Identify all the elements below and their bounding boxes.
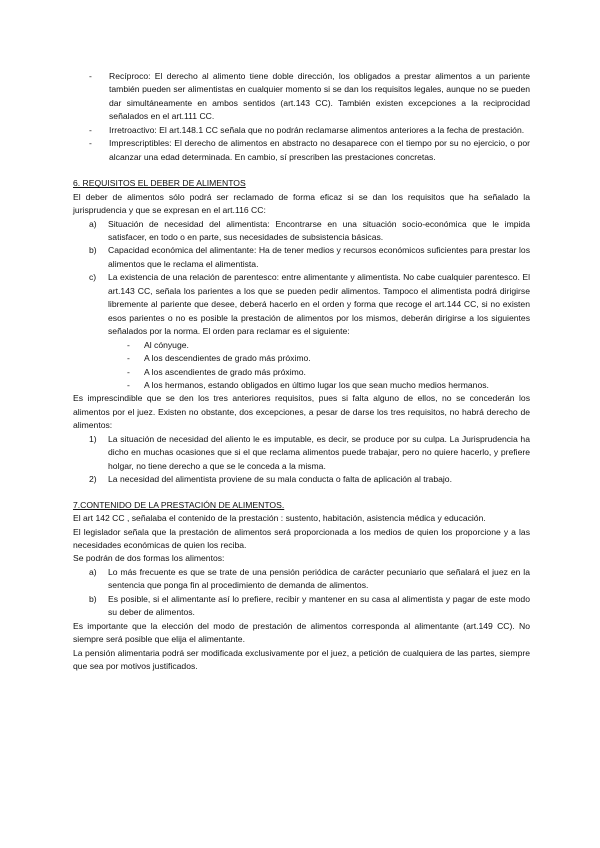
list-item (73, 366, 530, 379)
list-marker: a) (89, 566, 97, 577)
requirements-list (73, 218, 530, 339)
section-6-closing: Es imprescindible que se den los tres anteriores requisitos, pues si falta alguno de ellos, no se concederán los alimentos por el juez. Existen no obstante, dos excepciones, a pesar de darse los tres requisitos, no habrá derecho de alimentos: (73, 393, 530, 431)
list-item-text: Al cónyuge. (144, 339, 189, 350)
page-content (73, 70, 530, 673)
list-item-text: La necesidad del alimentista proviene de su mala conducta o falta de aplicación al trabajo. (108, 474, 452, 485)
list-item (73, 566, 530, 593)
list-item (73, 70, 530, 124)
list-item-text: Situación de necesidad del alimentista: Encontrarse en una situación socio-económica que le impida satisfacer, en todo o en parte, sus necesidades de subsistencia básicas. (108, 218, 530, 242)
section-6-intro: El deber de alimentos sólo podrá ser reclamado de forma eficaz si se dan los requisitos que ha señalado la jurisprudencia y que se expresan en el art.116 CC: (73, 191, 530, 216)
list-marker: - (89, 124, 92, 135)
section-6-heading: 6. REQUISITOS EL DEBER DE ALIMENTOS (73, 178, 246, 189)
section-7-paragraph: El legislador señala que la prestación de alimentos será proporcionada a los medios de quien los proporcione y a las necesidades económicas de quien los reciba. (73, 526, 530, 550)
list-marker: a) (89, 218, 97, 229)
list-item-text: Capacidad económica del alimentante: Ha de tener medios y recursos económicos suficientes para prestar los alimentos que le reclama el alimentista. (108, 245, 530, 269)
section-7-paragraph: El art 142 CC , señalaba el contenido de la prestación : sustento, habitación, asistencia médica y educación. (73, 513, 486, 524)
list-item (73, 271, 530, 338)
list-item-text: A los hermanos, estando obligados en último lugar los que sean mucho medios hermanos. (144, 379, 489, 390)
list-item (73, 339, 530, 352)
list-item-text: Imprescriptibles: El derecho de alimentos en abstracto no desaparece con el tiempo por su no ejercicio, o por alcanzar una edad determinada. En cambio, sí prescriben las prestaciones concretas. (109, 138, 530, 162)
list-item (73, 473, 530, 486)
list-item-text: La existencia de una relación de parentesco: entre alimentante y alimentista. No cabe cualquier parentesco. El art.143 CC, señala los parientes a los que se pueden pedir alimentos. Tampoco el alimentista podrá dirigirse libremente al pariente que desee, deberá hacerlo en el orden y forma que recoge el art.144 CC, si no existen esos parientes o no es posible la prestación de alimentos por los mismos, deberán dirigirse a los siguientes señalados por la norma. El orden para reclamar es el siguiente: (108, 272, 530, 337)
list-marker: - (127, 366, 130, 377)
section-7-heading: 7.CONTENIDO DE LA PRESTACIÓN DE ALIMENTOS. (73, 499, 285, 510)
list-item (73, 593, 530, 620)
list-marker: b) (89, 245, 97, 256)
list-item (73, 137, 530, 164)
list-marker: - (89, 71, 92, 81)
list-item-text: Recíproco: El derecho al alimento tiene doble dirección, los obligados a prestar alimentos a un pariente también pueden ser alimentistas en cualquier momento si se dan los requisitos legales, aunque no se pueden dar simultáneamente en ambos sentidos (art.143 CC). También existen excepciones a la reciprocidad señalados en el art.111 CC. (109, 71, 530, 122)
list-item (73, 433, 530, 473)
forms-list (73, 566, 530, 620)
characteristics-list (73, 70, 530, 164)
list-item-text: A los ascendientes de grado más próximo. (144, 366, 306, 377)
list-item-text: Irretroactivo: El art.148.1 CC señala que no podrán reclamarse alimentos anteriores a la fecha de prestación. (109, 124, 525, 135)
list-marker: c) (89, 272, 97, 283)
list-marker: 1) (89, 433, 97, 444)
claim-order-list (73, 339, 530, 393)
list-item-text: Es posible, si el alimentante así lo prefiere, recibir y mantener en su casa al alimentista y pagar de este modo su deber de alimentos. (108, 593, 530, 618)
list-item (73, 124, 530, 137)
list-item (73, 379, 530, 392)
list-item (73, 352, 530, 365)
list-item-text: A los descendientes de grado más próximo. (144, 353, 311, 364)
section-7-paragraph: Es importante que la elección del modo de prestación de alimentos corresponda al alimentante (art.149 CC). No siempre será posible que elija el alimentante. (73, 620, 530, 645)
list-marker: b) (89, 593, 97, 604)
list-marker: - (127, 353, 130, 364)
list-marker: - (127, 379, 130, 390)
section-7-paragraph: La pensión alimentaria podrá ser modificada exclusivamente por el juez, a petición de cualquiera de las partes, siempre que sea por motivos justificados. (73, 647, 530, 672)
section-7-paragraph: Se podrán de dos formas los alimentos: (73, 553, 225, 564)
list-marker: - (89, 138, 92, 149)
list-marker: 2) (89, 474, 97, 485)
list-item-text: La situación de necesidad del aliento le es imputable, es decir, se produce por su culpa. La Jurisprudencia ha dicho en muchas ocasiones que si el que reclama alimentos puede trabajar, pero no quiere hacerlo, y prefiere holgar, no tiene derecho a que se le conceda a la misma. (108, 433, 530, 471)
exceptions-list (73, 433, 530, 487)
list-marker: - (127, 339, 130, 350)
list-item (73, 244, 530, 271)
list-item (73, 218, 530, 245)
list-item-text: Lo más frecuente es que se trate de una pensión periódica de carácter pecuniario que señalará el juez en la sentencia que ponga fin al procedimiento de demanda de alimentos. (108, 566, 530, 591)
